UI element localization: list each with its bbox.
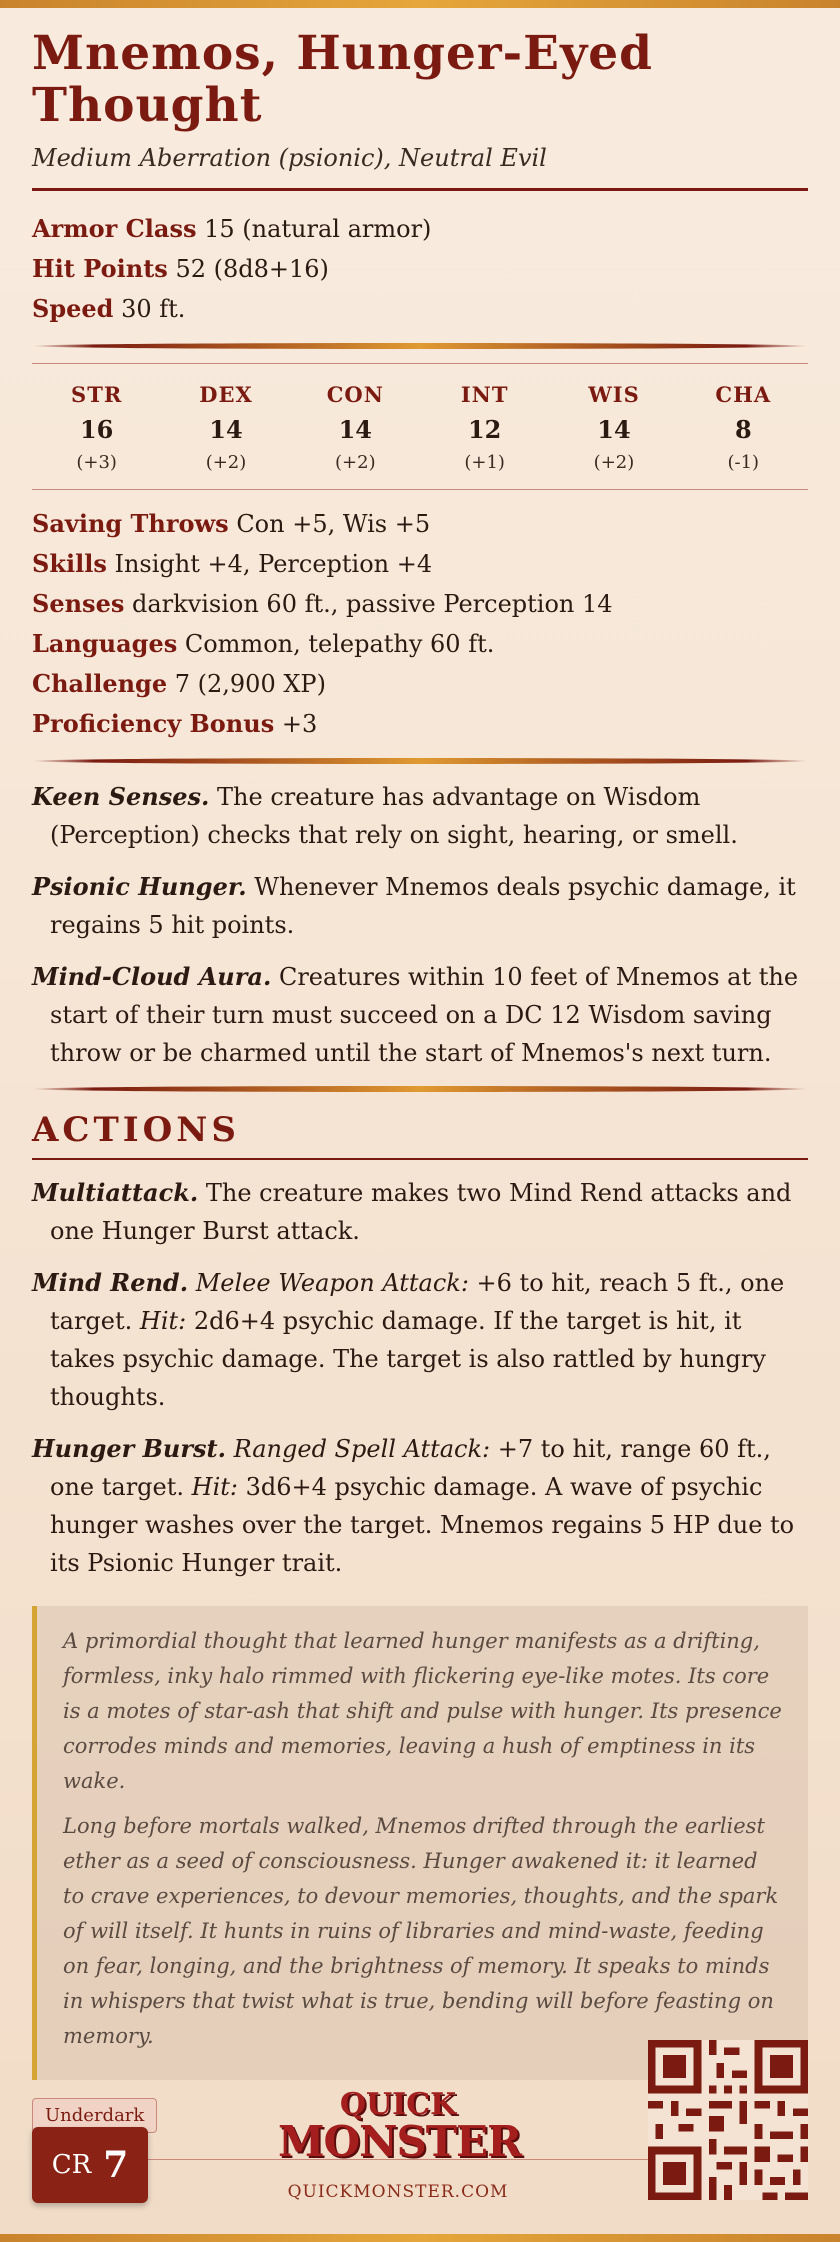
- section-divider: [32, 758, 808, 764]
- action-name: Hunger Burst.: [32, 1434, 226, 1463]
- hit-points-value: 52 (8d8+16): [175, 255, 329, 283]
- trait-name: Psionic Hunger.: [32, 872, 247, 901]
- stat-block: [32, 28, 808, 2160]
- monster-name: [32, 28, 808, 132]
- proficiency-value: +3: [281, 710, 318, 738]
- armor-class-label: Armor Class: [32, 214, 197, 243]
- logo-word-quick: QUICK: [339, 2087, 457, 2122]
- monster-type: Medium Aberration (psionic), Neutral Evil: [32, 144, 547, 172]
- saving-throws-label: Saving Throws: [32, 509, 229, 538]
- qr-code-icon[interactable]: [648, 2040, 808, 2200]
- site-url[interactable]: QUICKMONSTER.COM: [287, 2182, 509, 2202]
- skills: [32, 544, 808, 584]
- ability-score: 14: [338, 415, 373, 444]
- ability-score: 16: [79, 415, 114, 444]
- hit-label: Hit:: [191, 1473, 238, 1501]
- challenge-value: 7 (2,900 XP): [174, 670, 326, 698]
- languages: [32, 624, 808, 664]
- skills-label: Skills: [32, 549, 107, 578]
- lore-paragraph: Long before mortals walked, Mnemos drifted through the earliest ether as a seed of consciousness. Hunger awakened it: it learned to crave experiences, to devour memories, thoughts, and the spark of will itself. It hunts in ruins of libraries and mind-waste, feeding on fear, longing, and the brightness of memory. It speaks to minds in whispers that twist what is true, bending will before feasting on memory.: [63, 1814, 779, 2048]
- lore-paragraph: A primordial thought that learned hunger manifests as a drifting, formless, inky halo rimmed with flickering eye-like motes. Its core is a motes of star-ash that shift and pulse with hunger. Its presence corrodes minds and memories, leaving a hush of emptiness in its wake.: [63, 1629, 782, 1793]
- ability-score: 8: [734, 415, 752, 444]
- environment-tag[interactable]: Underdark: [32, 2098, 157, 2133]
- action-hunger-burst: [32, 1430, 808, 1582]
- ability-score: 12: [467, 415, 502, 444]
- ability-modifier: (+2): [205, 452, 247, 473]
- actions-heading: [32, 1110, 808, 1150]
- lore-box: [32, 1606, 808, 2080]
- senses-value: darkvision 60 ft., passive Perception 14: [131, 590, 613, 618]
- top-accent-bar: [0, 0, 840, 8]
- cr-badge: [32, 2127, 148, 2203]
- senses: [32, 584, 808, 624]
- action-name: Mind Rend.: [32, 1268, 189, 1297]
- senses-label: Senses: [32, 589, 125, 618]
- ability-name: WIS: [588, 382, 640, 407]
- trait-text: Whenever Mnemos deals psychic damage, it regains 5 hit points.: [50, 873, 796, 939]
- languages-value: Common, telepathy 60 ft.: [184, 630, 495, 658]
- attack-type: Ranged Spell Attack:: [233, 1435, 491, 1463]
- ability-name: INT: [460, 382, 509, 407]
- logo-word-monster: MONSTER: [278, 2117, 521, 2166]
- ability-scores: [32, 363, 808, 490]
- action-text: +6 to hit, reach 5 ft., one target.: [50, 1269, 785, 1335]
- attack-type: Melee Weapon Attack:: [195, 1269, 469, 1297]
- hit-text: 3d6+4 psychic damage. A wave of psychic hunger washes over the target. Mnemos regains 5 HP due to its Psionic Hunger trait.: [50, 1473, 795, 1577]
- challenge-label: Challenge: [32, 669, 168, 698]
- trait-mind-cloud-aura: [32, 958, 808, 1072]
- ability-name: DEX: [199, 382, 253, 407]
- section-divider: [32, 343, 808, 349]
- action-text: +7 to hit, range 60 ft., one target.: [50, 1435, 771, 1501]
- action-multiattack: [32, 1174, 808, 1250]
- hit-points: [32, 249, 808, 289]
- trait-keen-senses: [32, 778, 808, 854]
- ability-con: [291, 382, 420, 473]
- ability-modifier: (+3): [76, 452, 117, 473]
- saving-throws: [32, 504, 808, 544]
- trait-psionic-hunger: [32, 868, 808, 944]
- ability-int: [420, 382, 549, 473]
- action-text: The creature makes two Mind Rend attacks and one Hunger Burst attack.: [50, 1179, 792, 1245]
- ability-cha: [679, 382, 808, 473]
- ability-wis: [549, 382, 678, 473]
- actions-divider: [32, 1158, 808, 1160]
- trait-name: Mind-Cloud Aura.: [32, 962, 272, 991]
- speed-label: Speed: [32, 294, 114, 323]
- monster-name-line2: Thought: [32, 78, 263, 133]
- monster-name-line1: Mnemos, Hunger-Eyed: [32, 26, 654, 81]
- action-name: Multiattack.: [32, 1178, 199, 1207]
- cr-value: 7: [103, 2144, 129, 2186]
- ability-name: STR: [71, 382, 123, 407]
- quickmonster-logo[interactable]: [278, 2087, 521, 2202]
- ability-name: CON: [326, 382, 384, 407]
- ability-modifier: (+1): [464, 452, 505, 473]
- bottom-accent-bar: [0, 2234, 840, 2242]
- ability-score: 14: [597, 415, 631, 444]
- hit-label: Hit:: [139, 1307, 187, 1335]
- ability-modifier: (+2): [335, 452, 376, 473]
- ability-score: 14: [209, 415, 243, 444]
- ability-modifier: (-1): [727, 452, 760, 473]
- ability-dex: [161, 382, 290, 473]
- speed: [32, 289, 808, 329]
- ability-name: CHA: [715, 382, 772, 407]
- hit-text: 2d6+4 psychic damage. If the target is hit, it takes psychic damage. The target is also rattled by hungry thoughts.: [50, 1307, 766, 1411]
- cr-label: CR: [51, 2150, 92, 2180]
- languages-label: Languages: [32, 629, 178, 658]
- ability-str: [32, 382, 161, 473]
- trait-name: Keen Senses.: [32, 782, 210, 811]
- hit-points-label: Hit Points: [32, 254, 168, 283]
- actions-heading-text: ACTIONS: [32, 1110, 240, 1150]
- trait-text: Creatures within 10 feet of Mnemos at the start of their turn must succeed on a DC 12 Wisdom saving throw or be charmed until the start of Mnemos's next turn.: [50, 963, 799, 1067]
- action-mind-rend: [32, 1264, 808, 1416]
- trait-text: The creature has advantage on Wisdom (Perception) checks that rely on sight, hearing, or smell.: [50, 783, 738, 849]
- challenge: [32, 664, 808, 704]
- armor-class-value: 15 (natural armor): [204, 215, 432, 243]
- section-divider: [32, 1086, 808, 1092]
- speed-value: 30 ft.: [121, 295, 186, 323]
- skills-value: Insight +4, Perception +4: [114, 550, 433, 578]
- armor-class: [32, 209, 808, 249]
- proficiency-label: Proficiency Bonus: [32, 709, 275, 738]
- ability-modifier: (+2): [593, 452, 635, 473]
- saving-throws-value: Con +5, Wis +5: [236, 510, 431, 538]
- title-divider: [32, 188, 808, 191]
- proficiency-bonus: [32, 704, 808, 744]
